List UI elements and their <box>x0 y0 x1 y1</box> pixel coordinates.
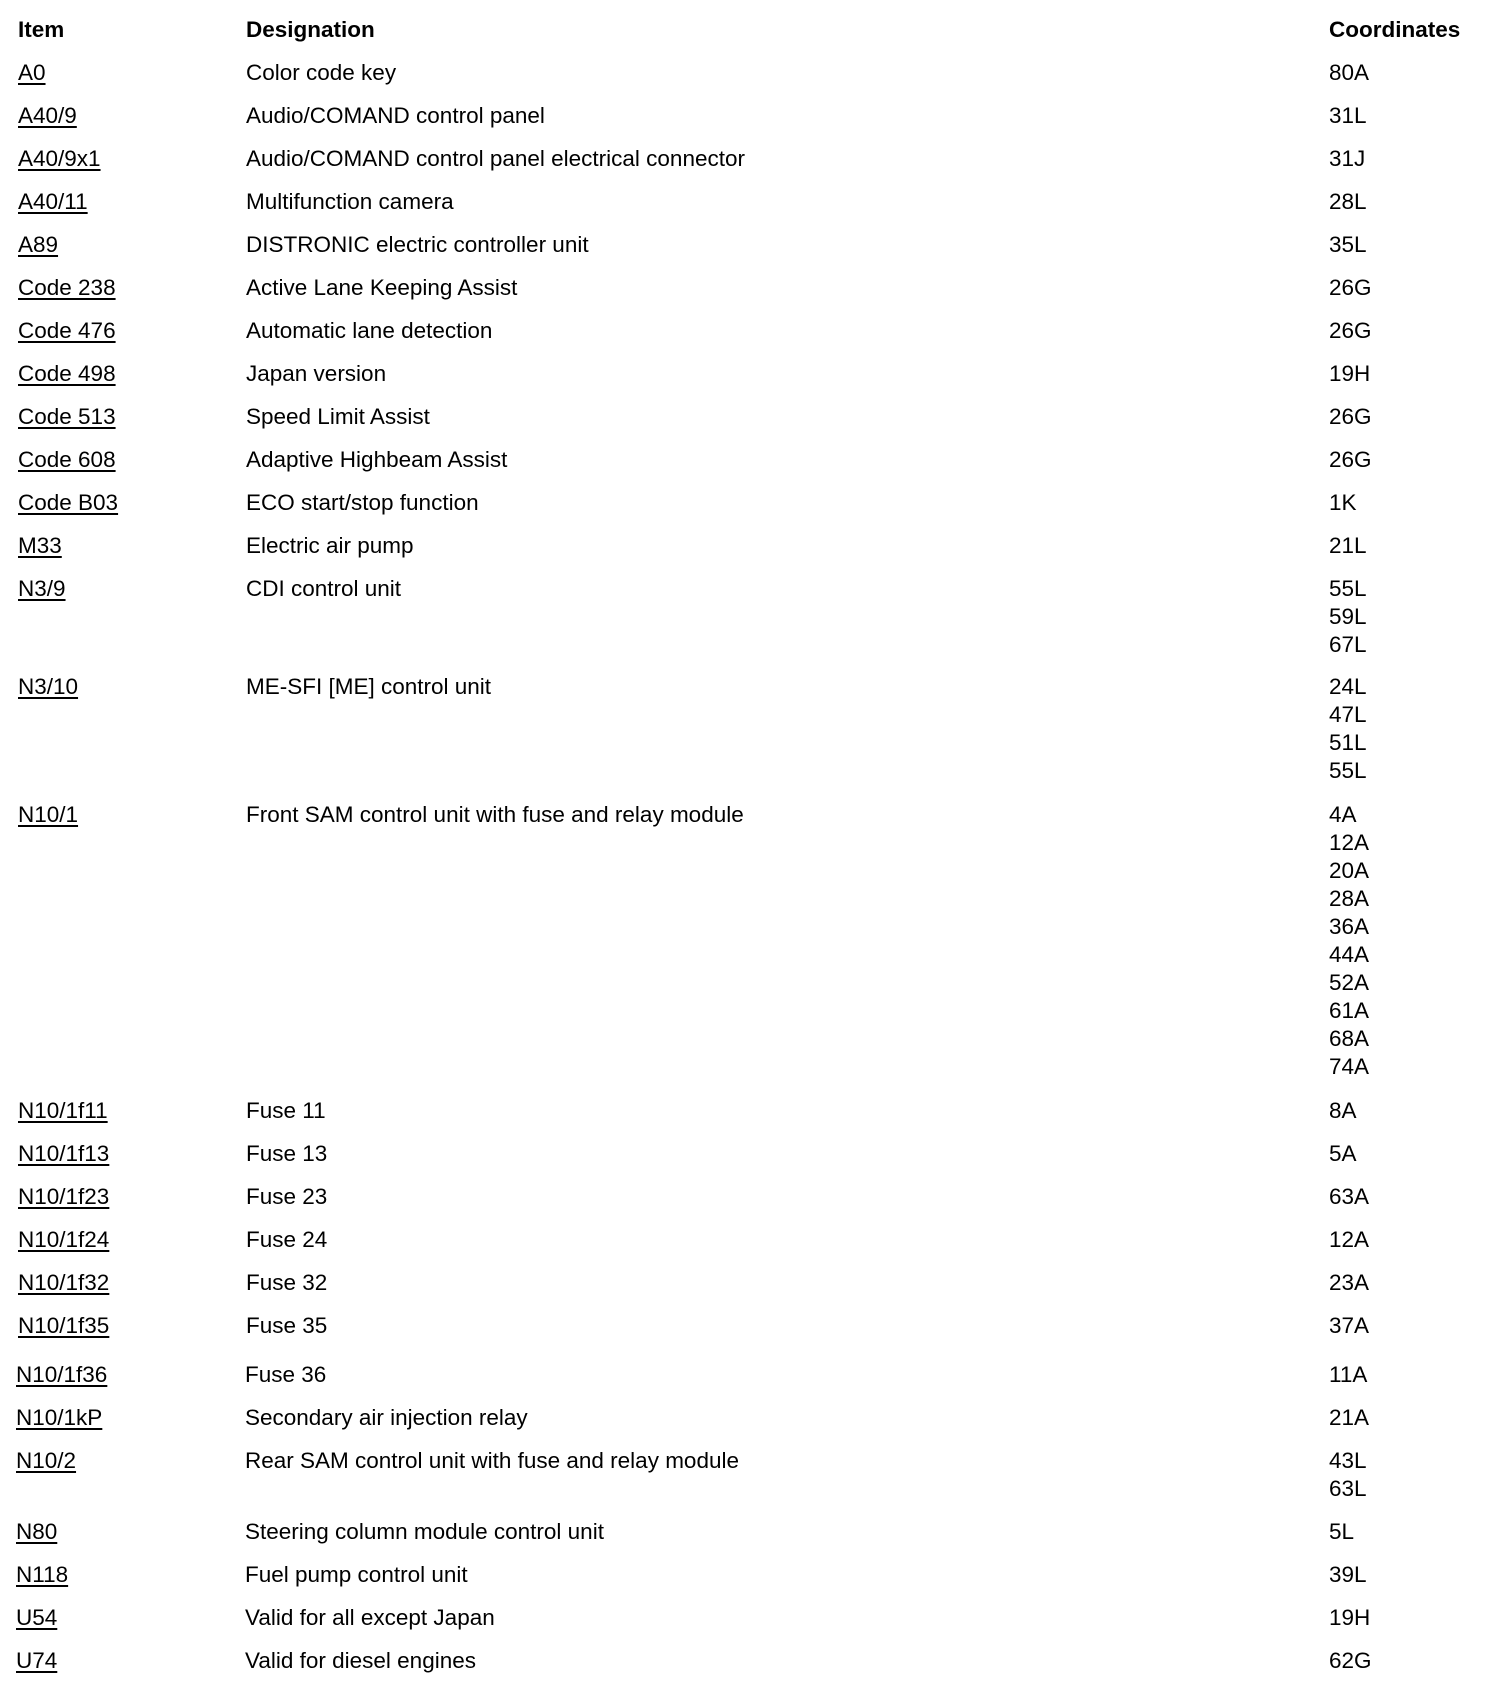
coordinate-value: 21A <box>1329 1405 1370 1430</box>
coordinate-value: 52A <box>1329 970 1370 995</box>
designation-text: Fuse 32 <box>246 1270 328 1295</box>
coordinate-value: 26G <box>1329 404 1372 429</box>
coordinates-cell <box>1329 532 1367 560</box>
coordinates-cell <box>1329 188 1367 216</box>
coordinate-value: 20A <box>1329 858 1370 883</box>
coordinates-cell <box>1329 102 1367 130</box>
coordinates-cell <box>1329 231 1367 259</box>
designation-text: ME-SFI [ME] control unit <box>246 674 492 699</box>
coordinate-value: 44A <box>1329 942 1370 967</box>
coordinate-value: 47L <box>1329 702 1367 727</box>
coordinates-cell <box>1329 489 1357 517</box>
designation-text: Electric air pump <box>246 533 414 558</box>
designation-text: Fuse 24 <box>246 1227 328 1252</box>
coordinates-cell <box>1329 575 1367 659</box>
coordinates-cell <box>1329 1604 1370 1632</box>
coordinate-value: 80A <box>1329 60 1370 85</box>
designation-text: Fuse 11 <box>246 1098 326 1123</box>
item-link[interactable]: Code 238 <box>18 275 116 300</box>
item-link[interactable]: N3/10 <box>18 674 79 699</box>
coordinates-cell <box>1329 145 1365 173</box>
item-link[interactable]: N80 <box>16 1519 58 1544</box>
item-link[interactable]: N10/1f35 <box>18 1313 110 1338</box>
coordinate-value: 31L <box>1329 103 1367 128</box>
designation-text: ECO start/stop function <box>246 490 479 515</box>
coordinate-value: 35L <box>1329 232 1367 257</box>
coordinate-value: 55L <box>1329 576 1367 601</box>
item-link[interactable]: N10/1f11 <box>18 1098 108 1123</box>
designation-text: Fuse 36 <box>245 1362 327 1387</box>
item-link[interactable]: Code B03 <box>18 490 119 515</box>
coordinates-cell <box>1329 1361 1367 1389</box>
coordinate-value: 62G <box>1329 1648 1372 1673</box>
coordinates-cell <box>1329 403 1372 431</box>
designation-text: DISTRONIC electric controller unit <box>246 232 589 257</box>
designation-text: CDI control unit <box>246 576 402 601</box>
coordinates-cell <box>1329 1183 1369 1211</box>
item-link[interactable]: N3/9 <box>18 576 66 601</box>
item-link[interactable]: N10/1 <box>18 802 79 827</box>
item-link[interactable]: U74 <box>16 1648 58 1673</box>
coordinates-cell <box>1329 360 1370 388</box>
designation-text: Fuel pump control unit <box>245 1562 468 1587</box>
coordinate-value: 12A <box>1329 830 1370 855</box>
item-link[interactable]: Code 498 <box>18 361 116 386</box>
coordinate-value: 31J <box>1329 146 1366 171</box>
designation-text: Active Lane Keeping Assist <box>246 275 518 300</box>
coordinates-cell <box>1329 1312 1369 1340</box>
coordinate-value: 5L <box>1329 1519 1355 1544</box>
coordinate-value: 28A <box>1329 886 1370 911</box>
coordinate-value: 68A <box>1329 1026 1370 1051</box>
designation-text: Audio/COMAND control panel electrical connector <box>246 146 745 171</box>
coordinate-value: 74A <box>1329 1054 1370 1079</box>
designation-text: Audio/COMAND control panel <box>246 103 545 128</box>
coordinate-value: 63L <box>1329 1476 1367 1501</box>
designation-text: Fuse 23 <box>246 1184 328 1209</box>
item-link[interactable]: A0 <box>18 60 46 85</box>
item-link[interactable]: Code 513 <box>18 404 116 429</box>
coordinates-cell <box>1329 59 1369 87</box>
coordinate-value: 28L <box>1329 189 1367 214</box>
item-link[interactable]: N10/1f32 <box>18 1270 110 1295</box>
coordinate-value: 23A <box>1329 1270 1370 1295</box>
coordinates-cell <box>1329 446 1372 474</box>
coordinates-cell <box>1329 1140 1357 1168</box>
item-link[interactable]: U54 <box>16 1605 58 1630</box>
item-link[interactable]: N118 <box>16 1562 69 1587</box>
coordinates-cell <box>1329 1647 1372 1675</box>
designation-text: Rear SAM control unit with fuse and relay module <box>245 1448 739 1473</box>
designation-text: Automatic lane detection <box>246 318 493 343</box>
header-designation: Designation <box>246 17 375 42</box>
designation-text: Japan version <box>246 361 387 386</box>
item-link[interactable]: Code 608 <box>18 447 116 472</box>
coordinate-value: 4A <box>1329 802 1357 827</box>
coordinates-cell <box>1329 1518 1354 1546</box>
coordinate-value: 37A <box>1329 1313 1370 1338</box>
coordinate-value: 36A <box>1329 914 1370 939</box>
item-link[interactable]: Code 476 <box>18 318 116 343</box>
coordinate-value: 12A <box>1329 1227 1370 1252</box>
coordinate-value: 8A <box>1329 1098 1357 1123</box>
item-link[interactable]: M33 <box>18 533 62 558</box>
coordinate-value: 59L <box>1329 604 1367 629</box>
coordinates-cell <box>1329 801 1369 1081</box>
coordinates-cell <box>1329 1226 1369 1254</box>
header-coordinates: Coordinates <box>1329 17 1461 42</box>
item-link[interactable]: N10/1f36 <box>16 1362 108 1387</box>
designation-text: Color code key <box>246 60 397 85</box>
designation-text: Fuse 13 <box>246 1141 328 1166</box>
coordinate-value: 11A <box>1329 1362 1368 1387</box>
item-link[interactable]: N10/1f24 <box>18 1227 110 1252</box>
item-link[interactable]: N10/1kP <box>16 1405 103 1430</box>
coordinates-cell <box>1329 1561 1367 1589</box>
item-link[interactable]: N10/1f13 <box>18 1141 110 1166</box>
coordinate-value: 55L <box>1329 758 1367 783</box>
coordinate-value: 5A <box>1329 1141 1357 1166</box>
item-link[interactable]: A89 <box>18 232 59 257</box>
coordinate-value: 21L <box>1329 533 1367 558</box>
coordinates-cell <box>1329 317 1372 345</box>
designation-text: Valid for all except Japan <box>245 1605 495 1630</box>
designation-text: Secondary air injection relay <box>245 1405 528 1430</box>
coordinate-value: 26G <box>1329 275 1372 300</box>
coordinate-value: 43L <box>1329 1448 1367 1473</box>
coordinates-cell <box>1329 1447 1367 1503</box>
designation-text: Multifunction camera <box>246 189 454 214</box>
coordinate-value: 39L <box>1329 1562 1367 1587</box>
designation-text: Steering column module control unit <box>245 1519 604 1544</box>
coordinate-value: 63A <box>1329 1184 1370 1209</box>
coordinate-value: 1K <box>1329 490 1357 515</box>
designation-text: Valid for diesel engines <box>245 1648 476 1673</box>
item-link[interactable]: N10/1f23 <box>18 1184 110 1209</box>
coordinate-value: 26G <box>1329 318 1372 343</box>
coordinate-value: 24L <box>1329 674 1367 699</box>
coordinates-cell <box>1329 1097 1357 1125</box>
coordinate-value: 19H <box>1329 361 1371 386</box>
coordinate-value: 51L <box>1329 730 1367 755</box>
coordinate-value: 61A <box>1329 998 1370 1023</box>
designation-text: Fuse 35 <box>246 1313 328 1338</box>
coordinates-cell <box>1329 274 1372 302</box>
coordinate-value: 19H <box>1329 1605 1371 1630</box>
item-link[interactable]: A40/9 <box>18 103 77 128</box>
header-item: Item <box>18 17 65 42</box>
item-link[interactable]: N10/2 <box>16 1448 77 1473</box>
coordinate-value: 26G <box>1329 447 1372 472</box>
coordinates-cell <box>1329 1269 1369 1297</box>
item-link[interactable]: A40/11 <box>18 189 88 214</box>
coordinates-cell <box>1329 1404 1369 1432</box>
coordinates-cell <box>1329 673 1367 785</box>
designation-text: Speed Limit Assist <box>246 404 430 429</box>
item-link[interactable]: A40/9x1 <box>18 146 101 171</box>
coordinate-value: 67L <box>1329 632 1367 657</box>
designation-text: Front SAM control unit with fuse and relay module <box>246 802 744 827</box>
designation-text: Adaptive Highbeam Assist <box>246 447 508 472</box>
